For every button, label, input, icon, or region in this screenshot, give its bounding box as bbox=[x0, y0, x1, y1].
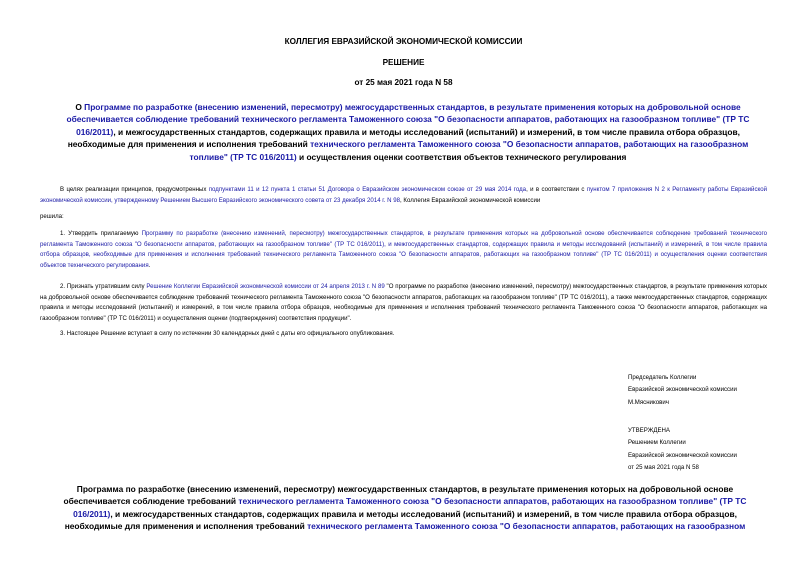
title-program-link[interactable]: Программе по разработке (внесению изменений, пересмотру) межгосударственных стандартов, в результате применения которых на добровольной основе обеспечивается соблюдение требований технического регламента Таможенного союза "О безопасности аппаратов, работающих на газообразном топливе" (ТР ТС 016/2011) bbox=[66, 102, 750, 137]
treaty-link[interactable]: подпунктами 11 и 12 пункта 1 статьи 51 Договора о Евразийском экономическом союзе от 29 мая 2014 года bbox=[208, 186, 527, 193]
signature-block bbox=[628, 372, 778, 409]
decision-title bbox=[52, 101, 764, 163]
item-2-rest: "О программе по разработке (внесению изменений, пересмотру) межгосударственных стандартов, в результате применения которых на добровольной основе обеспечивается соблюдение требований технического регламента Таможенного союза "О безопасности аппаратов, работающих на газообразном топливе" (ТР ТС 016/2011), а также межгосударственных стандартов, содержащих правила и методы исследований (испытаний) и измерений, в том числе правила отбора образцов, необходимые для применения и исполнения требований технического регламента Таможенного союза "О безопасности аппаратов, работающих на газообразном топливе" (ТР ТС 016/2011) и осуществления оценки (подтверждения) соответствия продукции". bbox=[40, 283, 767, 322]
title-prefix: О bbox=[75, 102, 85, 112]
item-1-program-link[interactable]: Программу по разработке (внесению изменений, пересмотру) межгосударственных стандартов, в результате применения которых на добровольной основе обеспечивается соблюдение требований технического регламента Таможенного союза "О безопасности аппаратов, работающих на газообразном топливе" (ТР ТС 016/2011), и межгосударственных стандартов, содержащих правила и методы исследований (испытаний) и измерений, в том числе правила отбора образцов, необходимые для применения и исполнения требований технического регламента Таможенного союза "О безопасности аппаратов, работающих на газообразном топливе" (ТР ТС 016/2011) и осуществления оценки соответствия объектов технического регулирования bbox=[40, 230, 767, 269]
title-regulation-link[interactable]: технического регламента Таможенного союза "О безопасности аппаратов, работающих на газообразном топливе" (ТР ТС 016/2011) bbox=[189, 139, 749, 162]
item-2-paragraph bbox=[40, 282, 767, 324]
signature-line-2: Евразийской экономической комиссии bbox=[628, 386, 737, 394]
approved-block bbox=[628, 425, 778, 474]
doc-type: РЕШЕНИЕ bbox=[382, 58, 425, 67]
title-middle: , и межгосударственных стандартов, содержащих правила и методы исследований (испытаний) и измерений, в том числе правила отбора образцов, необходимые для применения и исполнения требований bbox=[67, 126, 740, 150]
item-3-paragraph: 3. Настоящее Решение вступает в силу по истечении 30 календарных дней с даты его официального опубликования. bbox=[60, 330, 395, 337]
item-2-text: 2. Признать утратившим силу bbox=[60, 283, 147, 290]
decided-label: решила: bbox=[40, 213, 64, 220]
signature-line-3: М.Мясникович bbox=[628, 398, 669, 406]
preamble-text-1: В целях реализации принципов, предусмотренных bbox=[60, 186, 209, 193]
approved-line-1: УТВЕРЖДЕНА bbox=[628, 427, 671, 434]
signature-line-1: Председатель Коллегии bbox=[628, 374, 697, 381]
program-title-link-1[interactable]: технического регламента Таможенного союза "О безопасности аппаратов, работающих на газообразном топливе" (ТР ТС 016/2011) bbox=[73, 496, 747, 519]
regulation-work-link[interactable]: пунктом 7 приложения N 2 к Регламенту работы Евразийской экономической комиссии, утвержденному Решением Высшего Евразийского экономического совета от 23 декабря 2014 г. N 98 bbox=[40, 186, 768, 204]
preamble-paragraph bbox=[40, 185, 767, 206]
preamble-text-3: , Коллегия Евразийской экономической комиссии bbox=[400, 196, 541, 204]
program-title-link-2[interactable]: технического регламента Таможенного союза "О безопасности аппаратов, работающих на газообразном bbox=[307, 521, 746, 532]
title-suffix: и осуществления оценки соответствия объектов технического регулирования bbox=[296, 151, 627, 162]
item-1-text: 1. Утвердить прилагаемую bbox=[60, 230, 142, 237]
item-1-paragraph bbox=[40, 229, 767, 271]
program-title bbox=[44, 483, 766, 533]
approved-line-4: от 25 мая 2021 года N 58 bbox=[628, 463, 699, 471]
decision-date-number: от 25 мая 2021 года N 58 bbox=[354, 78, 453, 87]
item-1-end: . bbox=[148, 261, 151, 269]
program-title-text-2: , и межгосударственных стандартов, содержащих правила и методы исследований (испытаний) и измерений, в том числе правила отбора образцов, необходимые для применения и исполнения требований bbox=[64, 508, 737, 532]
approved-line-2: Решением Коллегии bbox=[628, 439, 686, 447]
item-2-decision-link[interactable]: Решение Коллегии Евразийской экономической комиссии от 24 апреля 2013 г. N 89 bbox=[146, 283, 385, 290]
approved-line-3: Евразийской экономической комиссии bbox=[628, 451, 737, 459]
org-header: КОЛЛЕГИЯ ЕВРАЗИЙСКОЙ ЭКОНОМИЧЕСКОЙ КОМИССИИ bbox=[284, 37, 523, 46]
program-title-text-1: Программа по разработке (внесению изменений, пересмотру) межгосударственных стандартов, в результате применения которых на добровольной основе обеспечивается соблюдение требований bbox=[63, 484, 734, 507]
preamble-text-2: , и в соответствии с bbox=[526, 186, 587, 193]
